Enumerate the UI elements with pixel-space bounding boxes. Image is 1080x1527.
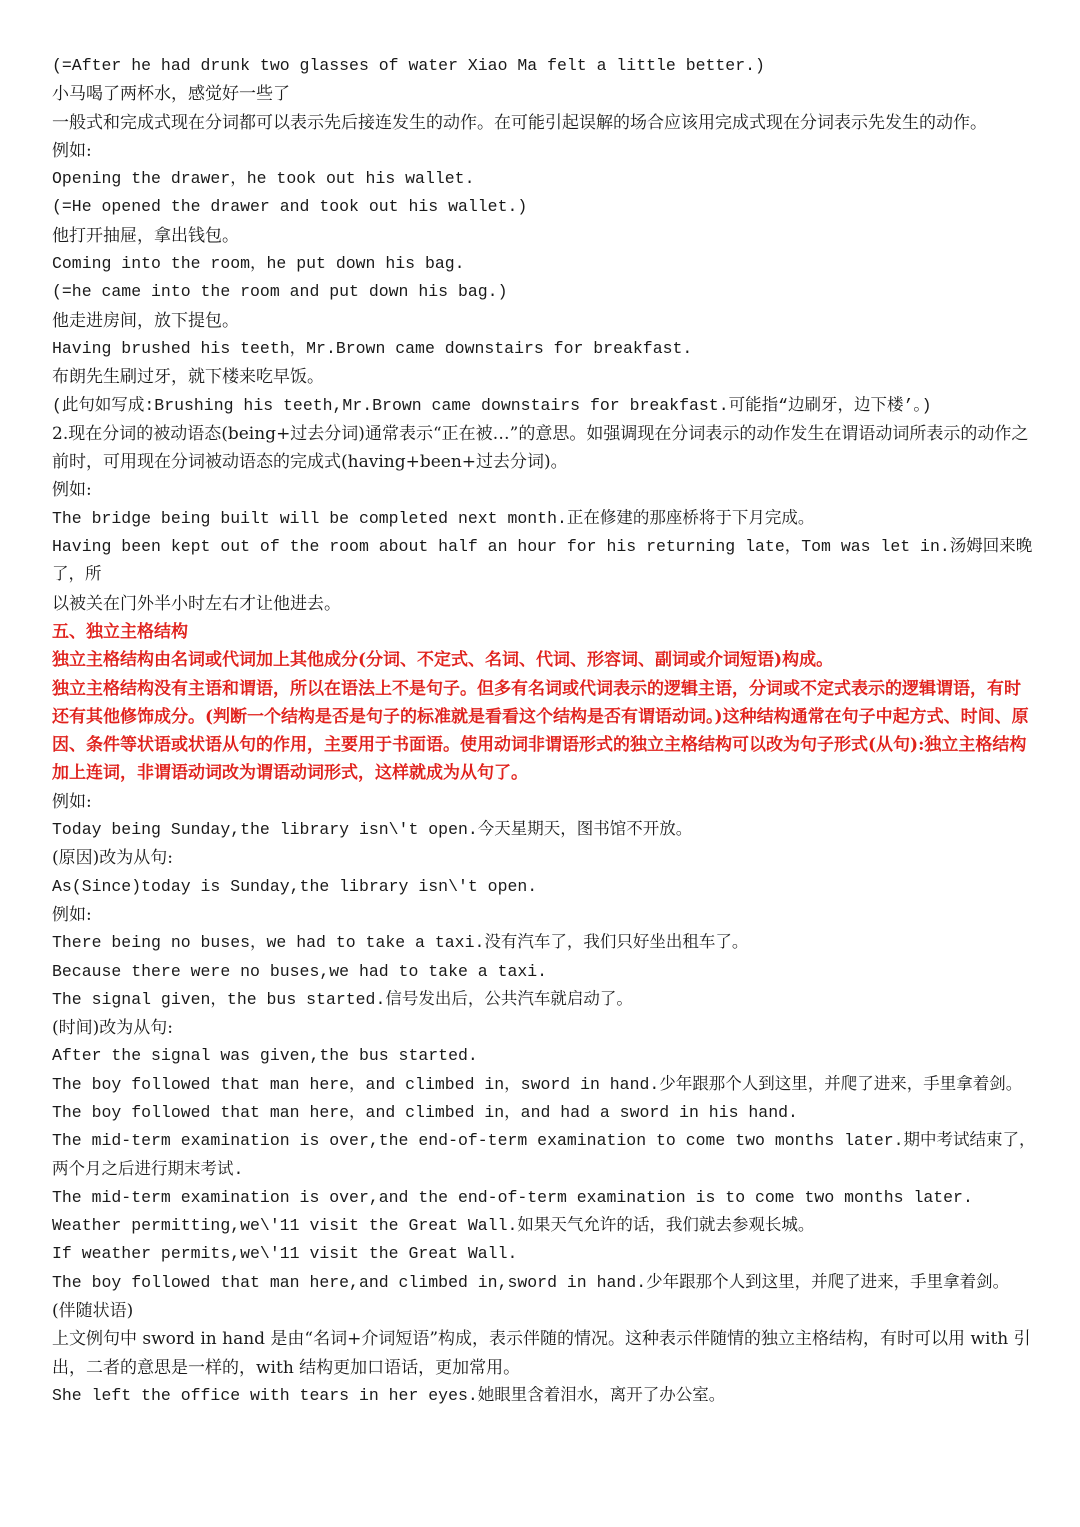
- text-line: (原因)改为从句:: [52, 848, 173, 869]
- text-line: The mid-term examination is over,and the end-of-term examination is to come two months later.: [52, 1187, 973, 1207]
- text-line: (=He opened the drawer and took out his wallet.): [52, 197, 528, 217]
- text-line: 例如:: [52, 791, 92, 812]
- text-line: (此句如写成:Brushing his teeth,Mr.Brown came downstairs for breakfast.可能指“边刷牙，边下楼’。): [52, 395, 932, 415]
- text-line: Having brushed his teeth，Mr.Brown came downstairs for breakfast.: [52, 338, 693, 358]
- text-line: (=he came into the room and put down his bag.): [52, 282, 508, 302]
- text-line: She left the office with tears in her eyes.她眼里含着泪水，离开了办公室。: [52, 1385, 726, 1405]
- text-line: 小马喝了两杯水，感觉好一些了: [52, 84, 290, 105]
- text-line: Having been kept out of the room about half an hour for his returning late，Tom was let in.汤姆回来晚了，所: [52, 537, 1033, 585]
- text-line: 他走进房间，放下提包。: [52, 310, 239, 331]
- highlighted-paragraph: 五、独立主格结构: [52, 621, 188, 642]
- text-line: There being no buses，we had to take a taxi.没有汽车了，我们只好坐出租车了。: [52, 933, 749, 953]
- highlighted-paragraph: 独立主格结构没有主语和谓语，所以在语法上不是句子。但多有名词或代词表示的逻辑主语，分词或不定式表示的逻辑谓语，有时还有其他修饰成分。(判断一个结构是否是句子的标准就是看看这个结构是否有谓语动词。)这种结构通常在句子中起方式、时间、原因、条件等状语或状语从句的作用，主要用于书面语。使用动词非谓语形式的独立主格结构可以改为句子形式(从句):独立主格结构加上连词，非谓语动词改为谓语动词形式，这样就成为从句了。: [52, 678, 1029, 784]
- text-line: Opening the drawer，he took out his wallet.: [52, 169, 475, 189]
- text-line: (时间)改为从句:: [52, 1018, 173, 1039]
- text-line: If weather permits,we\'11 visit the Great Wall.: [52, 1244, 518, 1264]
- text-line: 例如:: [52, 480, 92, 501]
- text-line: After the signal was given,the bus started.: [52, 1046, 478, 1066]
- text-line: 他打开抽屉，拿出钱包。: [52, 225, 239, 246]
- text-line: 上文例句中 sword in hand 是由“名词+介词短语”构成，表示伴随的情况。这种表示伴随情的独立主格结构，有时可以用 with 引出，二者的意思是一样的，with 结构更加口语话，更加常用。: [52, 1329, 1031, 1378]
- text-line: 2.现在分词的被动语态(being+过去分词)通常表示“正在被…”的意思。如强调现在分词表示的动作发生在谓语动词所表示的动作之前时，可用现在分词被动语态的完成式(having+been+过去分词)。: [52, 423, 1029, 473]
- text-line: Today being Sunday,the library isn\'t open.今天星期天，图书馆不开放。: [52, 820, 693, 840]
- text-line: 例如:: [52, 140, 92, 161]
- text-line: The signal given，the bus started.信号发出后，公共汽车就启动了。: [52, 989, 633, 1009]
- text-line: (伴随状语): [52, 1301, 134, 1322]
- text-line: Coming into the room，he put down his bag.: [52, 254, 465, 274]
- text-line: (=After he had drunk two glasses of water Xiao Ma felt a little better.): [52, 56, 765, 75]
- text-line: 例如:: [52, 904, 92, 925]
- text-line: As(Since)today is Sunday,the library isn\'t open.: [52, 876, 538, 896]
- highlighted-paragraph: 独立主格结构由名词或代词加上其他成分(分词、不定式、名词、代词、形容词、副词或介词短语)构成。: [52, 650, 834, 671]
- text-line: The boy followed that man here，and climbed in，and had a sword in his hand.: [52, 1102, 798, 1122]
- text-line: 一般式和完成式现在分词都可以表示先后接连发生的动作。在可能引起误解的场合应该用完成式现在分词表示先发生的动作。: [52, 112, 987, 133]
- document-page: [52, 52, 1037, 1410]
- text-line: Because there were no buses,we had to take a taxi.: [52, 961, 548, 981]
- text-line: 布朗先生刷过牙，就下楼来吃早饭。: [52, 367, 324, 388]
- text-line: The bridge being built will be completed next month.正在修建的那座桥将于下月完成。: [52, 508, 815, 528]
- text-line: The boy followed that man here,and climbed in,sword in hand.少年跟那个人到这里，并爬了进来，手里拿着剑。: [52, 1272, 1010, 1292]
- text-line: Weather permitting,we\'11 visit the Great Wall.如果天气允许的话，我们就去参观长城。: [52, 1216, 815, 1236]
- text-line: The boy followed that man here，and climbed in，sword in hand.少年跟那个人到这里，并爬了进来，手里拿着剑。: [52, 1074, 1023, 1094]
- text-line: 以被关在门外半小时左右才让他进去。: [52, 593, 341, 614]
- text-line: The mid-term examination is over,the end-of-term examination to come two months later.期中考试结束了，两个月之后进行期末考试.: [52, 1131, 1036, 1179]
